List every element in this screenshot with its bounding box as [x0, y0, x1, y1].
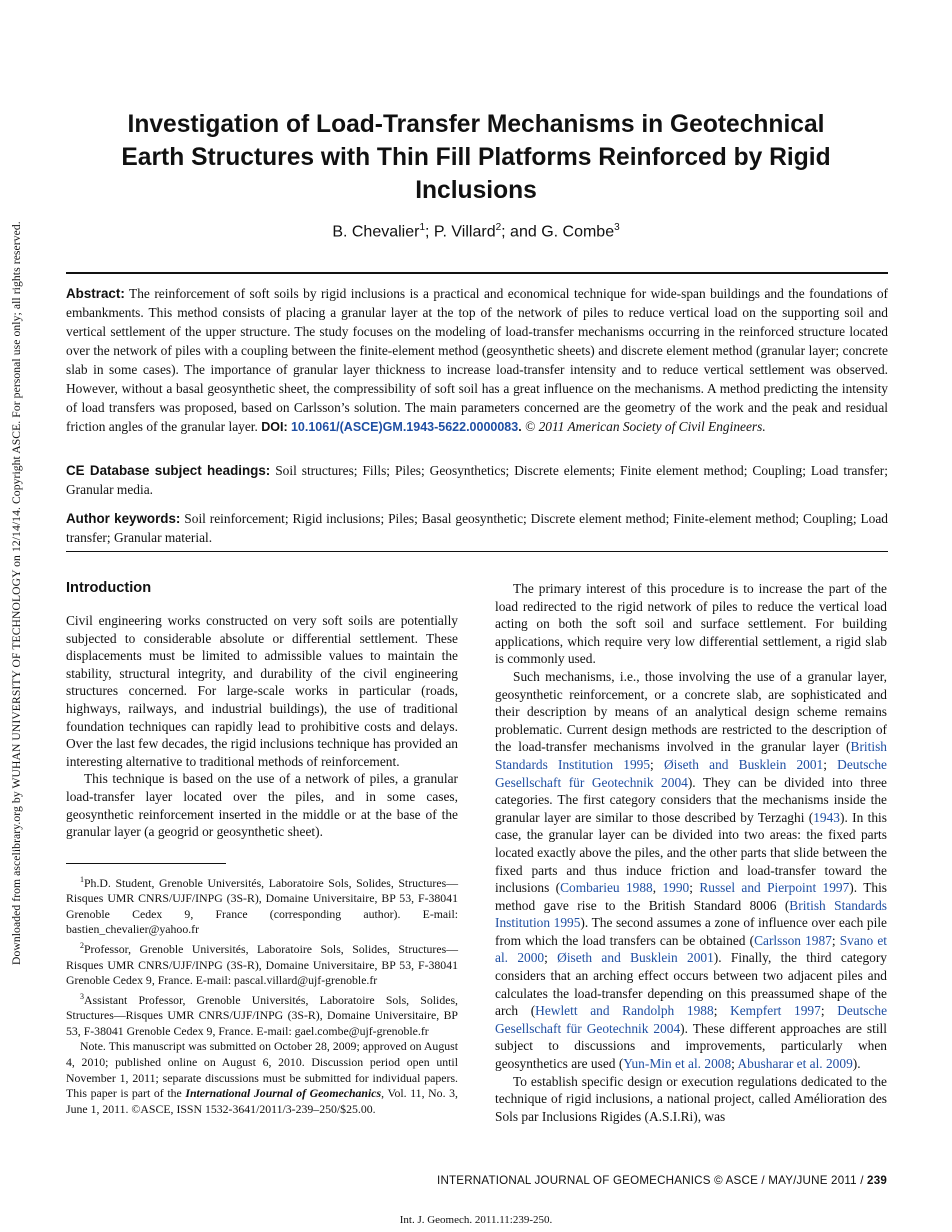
paper-title: Investigation of Load-Transfer Mechanisms in Geotechnical Earth Structures with Thin Fill Platforms Reinforced by Rigid Inclusions [121, 111, 831, 204]
citation-line: Int. J. Geomech. 2011.11:239-250. [399, 1214, 553, 1226]
cite-oiseth-2001-b[interactable]: Øiseth and Busklein 2001 [557, 950, 714, 966]
top-rule [66, 272, 888, 274]
author-3-affil: 3 [614, 222, 620, 233]
right-paragraph-1: The primary interest of this procedure is to increase the part of the load redirected to the rigid network of piles to reduce the vertical load acting on both the soft soil and surface settlement. For building applications, which require very low differential settlement, a rigid slab is commonly used. [495, 581, 887, 667]
download-notice-text: Downloaded from ascelibrary.org by WUHAN UNIVERSITY OF TECHNOLOGY on 12/14/14. Copyright ASCE. For personal use only; all rights reserved. [10, 221, 23, 965]
footnote-1-text: Ph.D. Student, Grenoble Universités, Laboratoire Sols, Solides, Structures—Risques UMR CNRS/UJF/INPG (3S-R), Domaine Universitaire, BP 53, F-38041 Grenoble Cedex 9, France (corresponding author). E-mail: bastien_chevalier@yahoo.fr [66, 875, 458, 937]
right-paragraph-2 [495, 668, 887, 1073]
cite-combarieu-1990[interactable]: 1990 [662, 880, 690, 896]
author-2: P. Villard [433, 223, 496, 241]
ce-headings-text: Soil structures; Fills; Piles; Geosynthetics; Discrete elements; Finite element method; Coupling; Load transfer; Granular media. [66, 463, 888, 497]
cite-svano-2000[interactable]: Svano et al. 2000 [495, 932, 888, 966]
cite-oiseth-2001[interactable]: Øiseth and Busklein 2001 [663, 756, 824, 772]
download-notice [2, 221, 23, 965]
p2-text-8: ). [852, 1056, 861, 1072]
cite-hewlett-1988[interactable]: Hewlett and Randolph 1988 [535, 1003, 714, 1019]
author-and: and [510, 223, 542, 241]
right-column [495, 580, 887, 1125]
left-column [66, 578, 458, 1117]
journal-footer-text: INTERNATIONAL JOURNAL OF GEOMECHANICS © ASCE / MAY/JUNE 2011 / [437, 1174, 868, 1187]
p2-sep-7: ; [713, 1003, 731, 1019]
p2-text-7: ). These different approaches are still subject to discussions and improvements, particularly when geosynthetics are used ( [495, 1020, 888, 1072]
doi-link[interactable]: 10.1061/(ASCE)GM.1943-5622.0000083 [290, 420, 519, 434]
intro-paragraph-2: This technique is based on the use of a network of piles, a granular load-transfer layer located over the piles, and in some cases, geosynthetic reinforcement inserted in the middle or at the base of the granular layer (a geogrid or geosynthetic sheet). [66, 771, 458, 840]
p2-text-1: Such mechanisms, i.e., those involving the use of a granular layer, geosynthetic reinforcement, or a concrete slab, are sophisticated and their description by means of an analytical design scheme remains problematic. Current design methods are restricted to the description of the load-transfer mechanisms involved in the granular layer ( [495, 668, 887, 755]
p2-sep-4: ; [689, 880, 700, 896]
manuscript-note [66, 1039, 458, 1117]
footnote-3-text: Assistant Professor, Grenoble Universités, Laboratoire Sols, Solides, Structures—Risques UMR CNRS/UJF/INPG (3S-R), Domaine Universitaire, BP 53, F-38041 Grenoble Cedex 9, France. E-mail: gael.combe@ujf-grenoble.fr [66, 992, 458, 1038]
cite-bsi-1995-b[interactable]: British Standards Institution 1995 [495, 897, 887, 931]
author-sep-2: ; [501, 223, 511, 241]
page-number: 239 [867, 1174, 887, 1187]
p2-sep-1: ; [650, 756, 664, 772]
author-line [100, 222, 852, 241]
note-text-a: Note. This manuscript was submitted on October 28, 2009; approved on August 4, 2010; published online on August 6, 2010. Discussion period open until November 1, 2011; separate discussions must be submitted for individual papers. This paper is part of the [66, 1039, 458, 1101]
note-text-b: , Vol. 11, No. 3, June 1, 2011. ©ASCE, ISSN 1532-3641/2011/3-239–250/$25.00. [66, 1086, 458, 1116]
cite-yunmin-2008[interactable]: Yun-Min et al. 2008 [623, 1056, 732, 1072]
footnote-3 [66, 989, 458, 1040]
p2-sep-2: ; [823, 756, 838, 772]
author-1: B. Chevalier [332, 223, 420, 241]
ce-subject-headings [66, 461, 888, 499]
footnote-1-num: 1 [80, 874, 84, 884]
cite-terzaghi-1943[interactable]: 1943 [813, 809, 840, 825]
p2-text-2: ). They can be divided into three categories. The first category considers that the mechanisms inside the granular layer are similar to those described by Terzaghi ( [495, 774, 887, 825]
intro-paragraph-1: Civil engineering works constructed on very soft soils are potentially subjected to considerable absolute or differential settlement. These displacements must be limited to admissible values to maintain the stability, structural integrity, and durability of the civil engineering structures concerned. For large-scale works in particular (roads, highways, railways, and industrial buildings), the use of traditional foundation techniques can rapidly lead to prohibitive costs and delays. Over the last few decades, the rigid inclusions technique has provided an interesting alternative to traditional methods of reinforcement. [66, 613, 458, 769]
cite-abusharar-2009[interactable]: Abusharar et al. 2009 [737, 1056, 853, 1072]
abstract-label: Abstract: [66, 286, 125, 301]
keywords-label: Author keywords: [66, 511, 181, 526]
p2-sep-3: , [652, 880, 663, 896]
p2-sep-9: ; [731, 1056, 738, 1072]
copyright-note: © 2011 American Society of Civil Engineers. [525, 419, 766, 434]
cite-dgg-2004[interactable]: Deutsche Gesellschaft für Geotechnik 2004 [495, 756, 887, 790]
footnote-3-num: 3 [80, 991, 84, 1001]
note-journal: International Journal of Geomechanics [185, 1086, 382, 1101]
footnotes [66, 872, 458, 1118]
ce-headings-label: CE Database subject headings: [66, 463, 271, 478]
section-rule [66, 551, 888, 552]
keywords-text: Soil reinforcement; Rigid inclusions; Piles; Basal geosynthetic; Discrete element method; Finite-element method; Coupling; Load transfer; Granular material. [66, 511, 888, 545]
footnote-2 [66, 938, 458, 989]
right-paragraph-3: To establish specific design or execution regulations dedicated to the technique of rigid inclusions, a national project, called Amélioration des Sols par Inclusions Rigides (A.S.I.Ri), was [495, 1073, 887, 1124]
cite-dgg-2004-b[interactable]: Deutsche Gesellschaft für Geotechnik 2004 [495, 1003, 888, 1036]
p2-text-6: ). Finally, the third category considers that an arching effect occurs between two adjacent piles and calculates the load-transfer depending on this preassumed shape of the arch ( [495, 950, 887, 1019]
cite-kempfert-1997[interactable]: Kempfert 1997 [730, 1003, 821, 1019]
footnote-2-num: 2 [80, 941, 84, 951]
p2-sep-6: ; [544, 950, 558, 966]
author-2-affil: 2 [495, 222, 502, 233]
abstract [66, 284, 888, 437]
doi-period: . [518, 420, 522, 434]
abstract-text: The reinforcement of soft soils by rigid inclusions is a practical and economical technique for wide-span buildings and the foundations of embankments. This method consists of placing a granular layer at the top of the network of piles to reduce vertical load on the supporting soil and vertical settlement of the upper structure. The study focuses on the modeling of load-transfer mechanisms occurring in the reinforced structure located over the network of piles with a coupling between the finite-element method (geosynthetic sheets) and discrete element method (granular layer; concrete slab in some cases). The importance of granular layer thickness to increase load-transfer intensity and to reduce vertical settlement was observed. However, without a basal geosynthetic sheet, the compressibility of soft soil has a great influence on the mechanisms. A method predicting the intensity of load transfers was proposed, based on Carlsson’s solution. The main parameters concerned are the geometry of the work and the peak and residual friction angles of the granular layer. [66, 286, 888, 434]
footnote-1 [66, 872, 458, 938]
doi-label: DOI: [261, 420, 288, 434]
cite-russel-1997[interactable]: Russel and Pierpoint 1997 [699, 880, 850, 896]
cite-combarieu-1988[interactable]: Combarieu 1988 [560, 880, 653, 896]
p2-text-3: ). In this case, the granular layer can be divided into two areas: the fixed parts located exactly above the piles, and the other parts that slide between the fixed parts and thus induce friction and load-transfer toward the inclusions ( [495, 809, 887, 896]
p2-text-5: ). The second assumes a zone of influence over each pile from which the load transfers can be obtained ( [495, 915, 888, 948]
p2-text-4: ). This method gave rise to the British Standard 8006 ( [495, 880, 888, 913]
author-1-affil: 1 [419, 222, 426, 233]
p2-sep-5: ; [831, 932, 840, 948]
journal-footer [437, 1174, 887, 1187]
author-sep-1: ; [425, 223, 434, 241]
cite-bsi-1995[interactable]: British Standards Institution 1995 [495, 739, 887, 772]
footnote-2-text: Professor, Grenoble Universités, Laboratoire Sols, Solides, Structures—Risques UMR CNRS/UJF/INPG (3S-R), Domaine Universitaire, BP 53, F-38041 Grenoble Cedex 9, France. E-mail: pascal.villard@ujf-grenoble.fr [66, 941, 458, 988]
p2-sep-8: ; [820, 1003, 838, 1019]
footnote-rule [66, 863, 226, 864]
author-3: G. Combe [541, 223, 615, 241]
cite-carlsson-1987[interactable]: Carlsson 1987 [754, 932, 832, 948]
author-keywords [66, 509, 888, 547]
introduction-heading: Introduction [66, 580, 152, 596]
